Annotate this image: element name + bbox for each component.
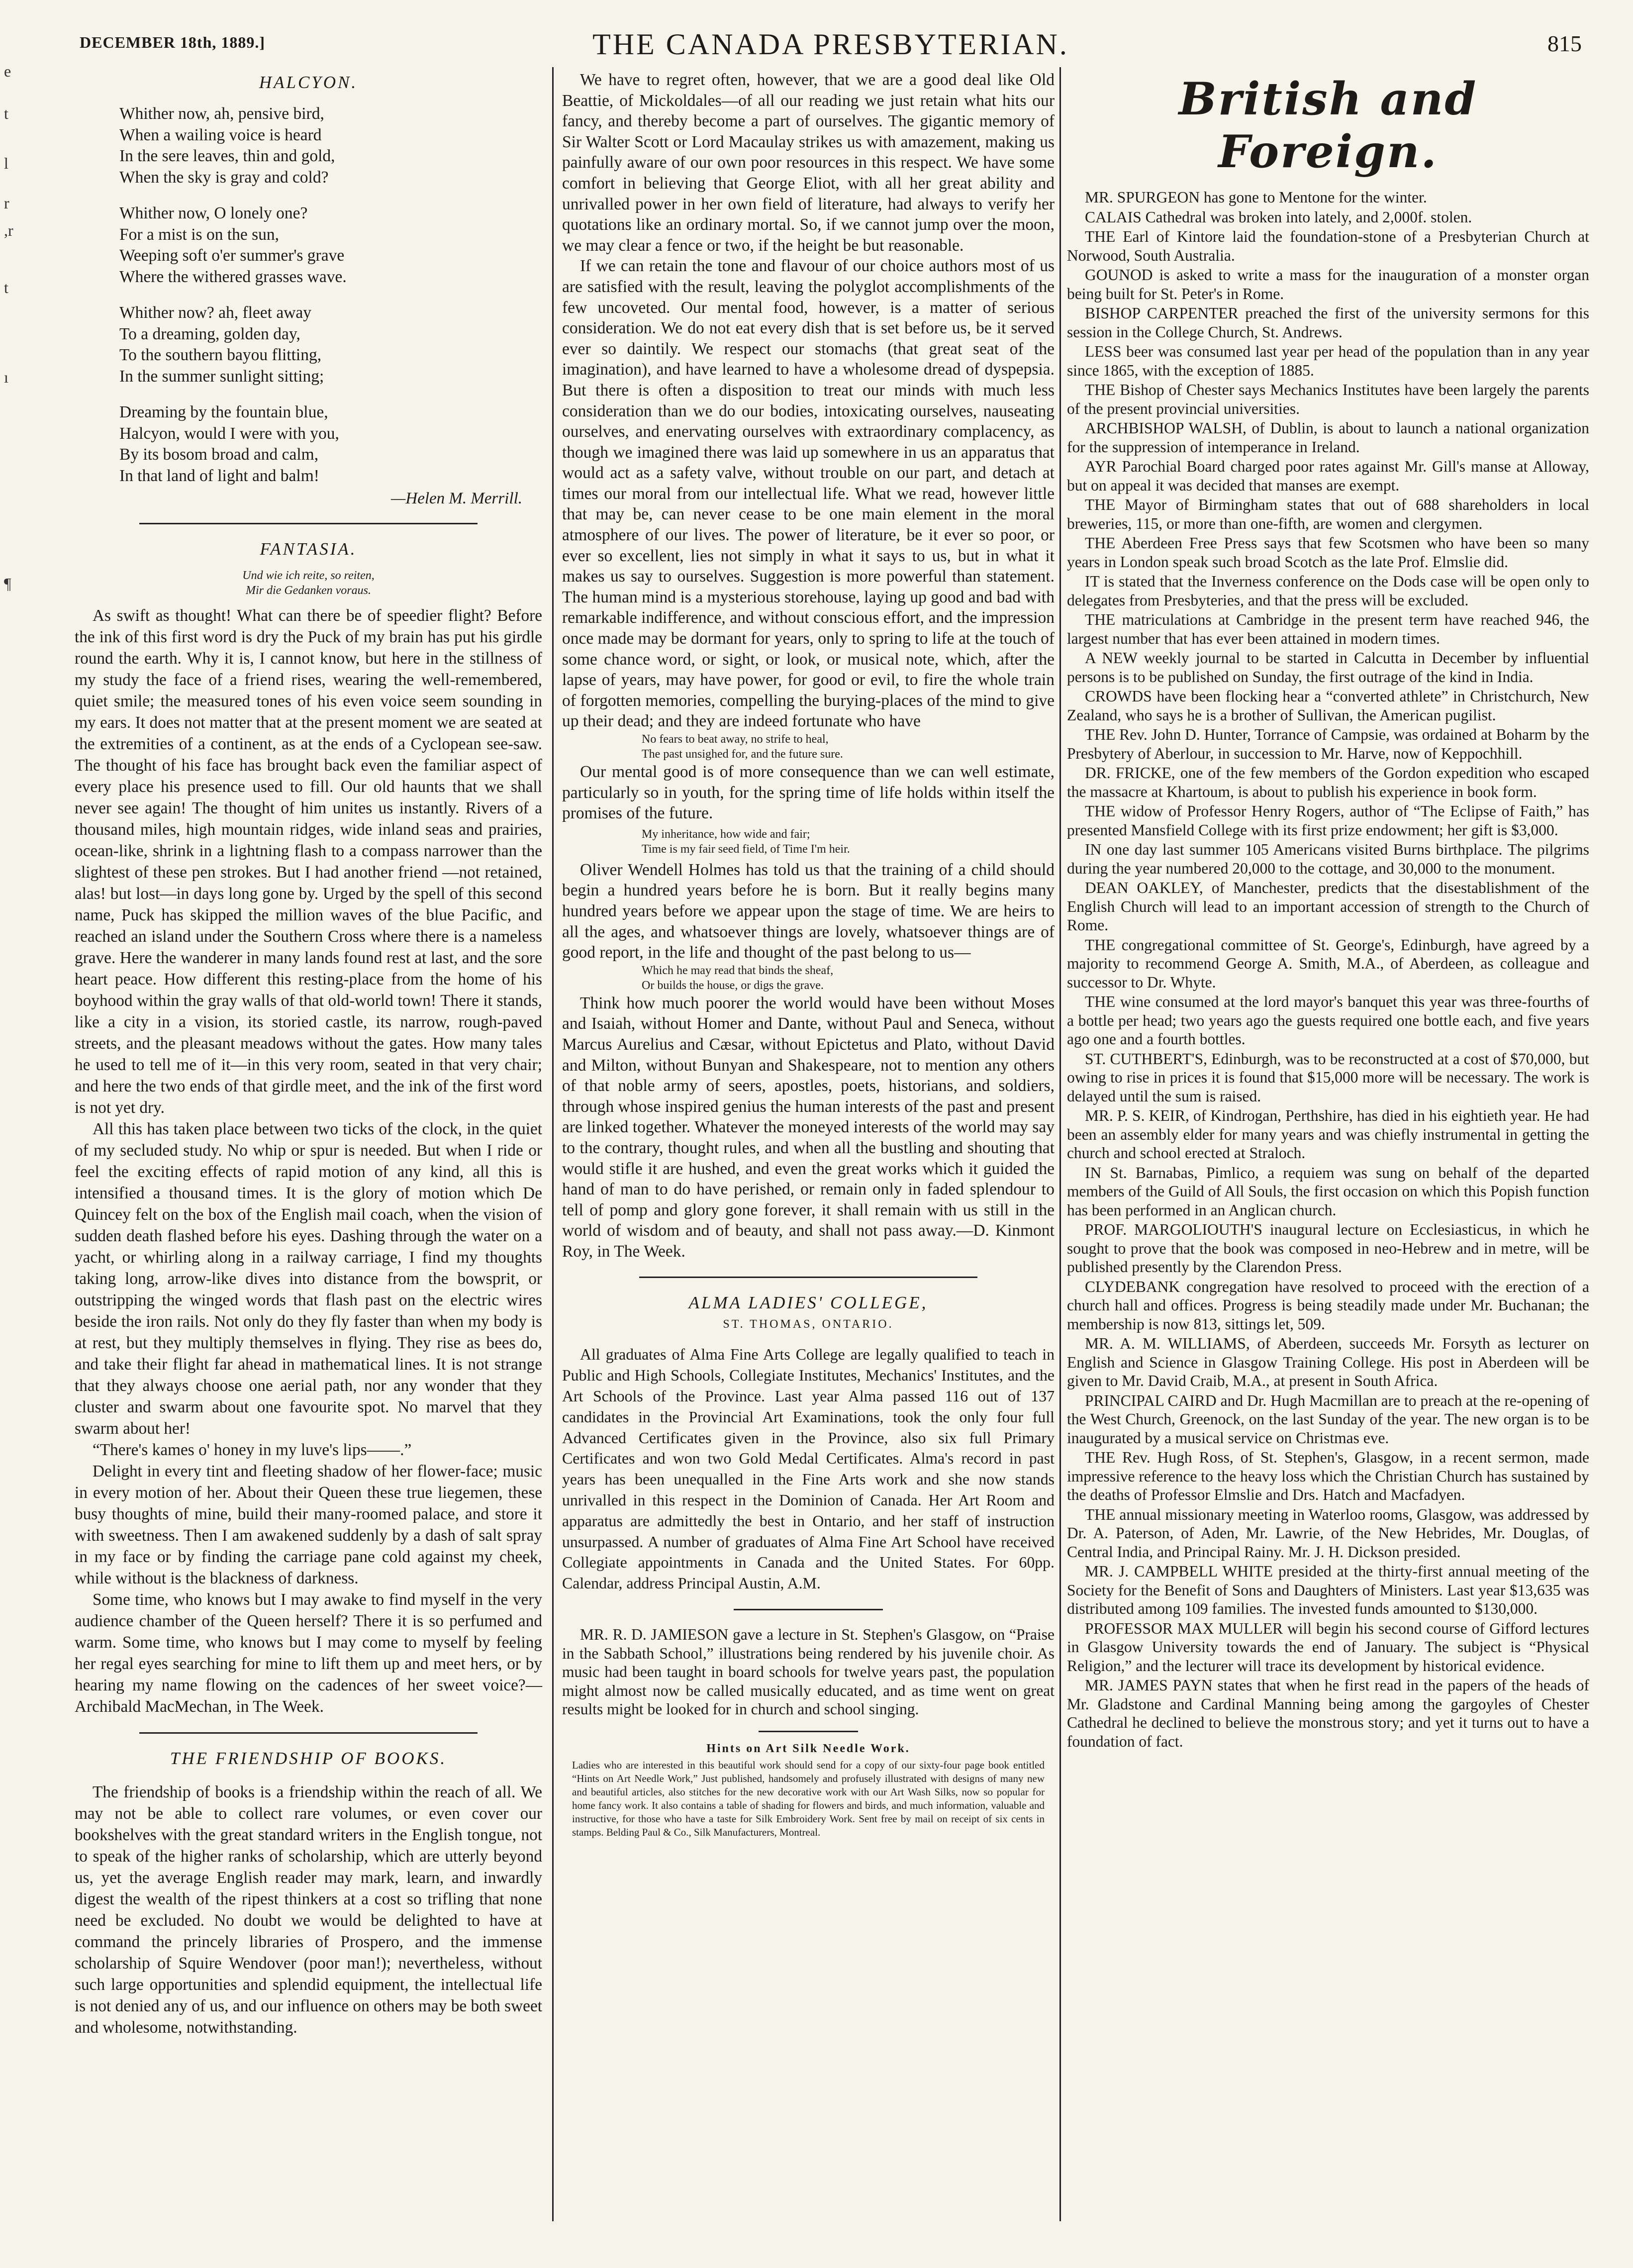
poem-stanza xyxy=(75,402,542,487)
poem-line: Halcyon, would I were with you, xyxy=(119,424,339,443)
news-item: MR. A. M. WILLIAMS, of Aberdeen, succeeds Mr. Forsyth as lecturer on English and Science in Glasgow Training College. His post in Aberdeen will be given to Mr. David Craib, M.A., at present in South Africa. xyxy=(1067,1335,1589,1389)
poem-line: When a wailing voice is heard xyxy=(119,125,322,144)
news-item: THE Mayor of Birmingham states that out of 688 shareholders in local breweries, 115, or more than one-fifth, are women and clergymen. xyxy=(1067,496,1589,532)
poem-line: To the southern bayou flitting, xyxy=(119,346,322,364)
poem-line: Whither now, O lonely one? xyxy=(119,204,308,222)
news-item: THE congregational committee of St. George's, Edinburgh, have agreed by a majority to recommend George A. Smith, M.A., of Aberdeen, as colleague and successor to Dr. Whyte. xyxy=(1067,936,1589,991)
poem-title-halcyon: HALCYON. xyxy=(259,73,358,92)
news-item: THE Rev. Hugh Ross, of St. Stephen's, Glasgow, in a recent sermon, made impressive reference to the heavy loss which the Christian Church has sustained by the deaths of Professor Elmslie and Drs. Hatch and Macfadyen. xyxy=(1067,1449,1589,1503)
news-item: THE Bishop of Chester says Mechanics Institutes have been largely the parents of the present provincial universities. xyxy=(1067,381,1589,417)
advertisement-title: Hints on Art Silk Needle Work. xyxy=(706,1742,910,1755)
news-item: CALAIS Cathedral was broken into lately, and 2,000f. stolen. xyxy=(1085,208,1472,226)
news-item: IT is stated that the Inverness conference on the Dods case will be open only to delegates from Presbyteries, and that the press will be excluded. xyxy=(1067,573,1589,609)
poem-line: To a dreaming, golden day, xyxy=(119,324,300,343)
paragraph: If we can retain the tone and flavour of our choice authors most of us are satisfied with the result, leaving the polyglot accomplishments of the few uncoveted. Our mental food, however, is a matter of serious consideration. We do not eat every dish that is set before us, be it served ever so daintily. We respect our stomachs (that great seat of the imagination), and have learned to have a wholesome dread of dyspepsia. But there is often a disposition to treat our minds with much less consideration than we do our bodies, intoxicating ourselves, nauseating ourselves, and enervating ourselves with extraordinary complacency, as though we imagined there was laid up somewhere in us an apparatus that would act as a safety valve, without trouble on our part, and detach at times our moral from our intellectual life. What we read, however little that may be, can never cease to be one main element in the moral atmosphere of our lives. The power of literature, be it ever so poor, or ever so excellent, lies not simply in what it says to us, but in what it makes us say to ourselves. Suggestion is more powerful than statement. The human mind is a mysterious storehouse, laying up good and bad with remarkable indifference, and without conscious effort, and the impression once made may be dormant for years, only to spring to life at the touch of some chance word, or sight, or look, or musical note, which, after the lapse of years, may have power, for good or evil, to fire the whole train of forgotten memories, compelling the burying-places of the mind to give up their dead; and they are indeed fortunate who have xyxy=(562,257,1055,731)
poem-line: Where the withered grasses wave. xyxy=(119,267,347,286)
news-item: AYR Parochial Board charged poor rates against Mr. Gill's manse at Alloway, but on appeal it was decided that manses are exempt. xyxy=(1067,458,1589,494)
news-item: IN one day last summer 105 Americans visited Burns birthplace. The pilgrims during the year numbered 20,000 to the cottage, and 30,000 to the monument. xyxy=(1067,841,1589,877)
advertisement-body: Ladies who are interested in this beautiful work should send for a copy of our sixty-four page book entitled “Hints on Art Needle Work,” Just published, handsomely and profusely illustrated with designs of many new and beautiful articles, also stitches for the new decorative work with our Art Wash Silks, now so popular for home fancy work. It also contains a table of shading for flowers and birds, and much information, valuable and instructive, for those who have a taste for Silk Embroidery Work. Sent free by mail on receipt of six cents in stamps. Belding Paul & Co., Silk Manufacturers, Montreal. xyxy=(572,1759,1045,1838)
column-3 xyxy=(1067,70,1589,1752)
news-item: A NEW weekly journal to be started in Calcutta in December by influential persons is to be published on Sunday, the first outrage of the kind in India. xyxy=(1067,649,1589,686)
paragraph: Delight in every tint and fleeting shadow of her flower-face; music in every motion of her. About their Queen these true liegemen, these busy thoughts of mine, build their many-roomed palace, and store it with sweetness. Then I am awakened suddenly by a dash of salt spray in my face or by finding the carriage pane cold against my cheek, while without is the blackness of darkness. xyxy=(75,1462,542,1587)
news-item: DEAN OAKLEY, of Manchester, predicts that the disestablishment of the English Church will lead to an important accession of strength to the Church of Rome. xyxy=(1067,879,1589,934)
epigraph-line: Mir die Gedanken voraus. xyxy=(246,584,371,597)
poem-stanza xyxy=(75,302,542,387)
news-item: DR. FRICKE, one of the few members of the Gordon expedition who escaped the massacre at Khartoum, is about to publish his experience in book form. xyxy=(1067,764,1589,800)
paragraph: MR. R. D. JAMIESON gave a lecture in St. Stephen's Glasgow, on “Praise in the Sabbath School,” illustrations being rendered by his juvenile choir. As music had been taught in board schools for twelve years past, the population might almost now be called musically educated, and as time went on great results might be looked for in church and school singing. xyxy=(562,1626,1055,1718)
margin-mark: t xyxy=(4,279,8,296)
poem-stanza xyxy=(75,203,542,288)
news-item: BISHOP CARPENTER preached the first of the university sermons for this session in the College Church, St. Andrews. xyxy=(1067,304,1589,341)
poem-line: When the sky is gray and cold? xyxy=(119,168,329,187)
news-item: THE widow of Professor Henry Rogers, author of “The Eclipse of Faith,” has presented Mansfield College with its first prize endowment; her gift is $3,000. xyxy=(1067,802,1589,839)
news-item: THE matriculations at Cambridge in the present term have reached 946, the largest number that has ever been attained in modern times. xyxy=(1067,611,1589,647)
verse-quote: No fears to beat away, no strife to heal, xyxy=(642,733,829,746)
margin-mark: t xyxy=(4,104,8,122)
news-item: THE Aberdeen Free Press says that few Scotsmen who have been so many years in London speak such broad Scotch as the late Prof. Elmslie did. xyxy=(1067,534,1589,571)
news-item: ST. CUTHBERT'S, Edinburgh, was to be reconstructed at a cost of $70,000, but owing to rise in prices it is found that $15,000 more will be necessary. The work is delayed until the sum is raised. xyxy=(1067,1050,1589,1105)
news-item: THE annual missionary meeting in Waterloo rooms, Glasgow, was addressed by Dr. A. Paterson, of Aden, Mr. Lawrie, of the New Hebrides, Mr. Douglas, of Central India, and Principal Rainy. Mr. J. H. Dickson presided. xyxy=(1067,1505,1589,1561)
article-subtitle: ST. THOMAS, ONTARIO. xyxy=(723,1318,894,1331)
news-item: THE wine consumed at the lord mayor's banquet this year was three-fourths of a bottle per head; two years ago the guests required one bottle each, and five years ago one and a fourth bottles. xyxy=(1067,993,1589,1048)
article-title-friendship: THE FRIENDSHIP OF BOOKS. xyxy=(170,1749,447,1768)
poem-line: For a mist is on the sun, xyxy=(119,225,280,244)
news-item: PROF. MARGOLIOUTH'S inaugural lecture on Ecclesiasticus, in which he sought to prove that the book was composed in neo-Hebrew and in metre, will be published presently by the Clarendon Press. xyxy=(1067,1221,1589,1276)
column-rule xyxy=(1059,67,1061,2221)
page-number: 815 xyxy=(1547,31,1582,56)
news-item: MR. P. S. KEIR, of Kindrogan, Perthshire, has died in his eightieth year. He had been an assembly elder for many years and was chiefly instrumental in getting the church and school erected at Straloch. xyxy=(1067,1107,1589,1162)
news-item: THE Earl of Kintore laid the foundation-stone of a Presbyterian Church at Norwood, South Australia. xyxy=(1067,228,1589,264)
article-title-alma: ALMA LADIES' COLLEGE, xyxy=(688,1293,928,1313)
margin-mark: ,r xyxy=(4,221,13,239)
section-divider xyxy=(759,1731,858,1732)
section-title-british-foreign: British and Foreign. xyxy=(1178,73,1478,178)
section-divider xyxy=(639,1277,977,1278)
poem-line: In that land of light and balm! xyxy=(119,466,319,485)
section-divider xyxy=(139,523,478,524)
margin-mark: l xyxy=(4,154,8,172)
verse-quote: Or builds the house, or digs the grave. xyxy=(642,979,824,992)
paragraph: Our mental good is of more consequence than we can well estimate, particularly so in youth, for the spring time of life holds within itself the promises of the future. xyxy=(562,763,1055,823)
verse-quote: Which he may read that binds the sheaf, xyxy=(642,964,834,977)
paragraph: We have to regret often, however, that we are a good deal like Old Beattie, of Mickoldales—of all our reading we just retain what hits our fancy, and thereby become a part of ourselves. The gigantic memory of Sir Walter Scott or Lord Macaulay strikes us with amazement, making us painfully aware of our own poor resources in this respect. We have some comfort in believing that George Eliot, with all her great ability and unrivalled power in her own field of literature, had always to verify her quotations like an ordinary mortal. So, if we cannot jump over the moon, we may clear a fence or two, if the height be but reasonable. xyxy=(562,71,1055,255)
margin-mark: ı xyxy=(4,368,8,386)
poem-line: In the summer sunlight sitting; xyxy=(119,367,324,386)
news-item: ARCHBISHOP WALSH, of Dublin, is about to launch a national organization for the suppression of intemperance in Ireland. xyxy=(1067,419,1589,456)
news-item: THE Rev. John D. Hunter, Torrance of Campsie, was ordained at Boharm by the Presbytery of Aberlour, in succession to Mr. Harve, now of Keppochhill. xyxy=(1067,726,1589,762)
column-2 xyxy=(562,70,1055,1839)
poem-line: Whither now, ah, pensive bird, xyxy=(119,104,324,123)
news-item: LESS beer was consumed last year per head of the population than in any year since 1865, with the exception of 1885. xyxy=(1067,343,1589,379)
news-item: GOUNOD is asked to write a mass for the inauguration of a monster organ being built for St. Peter's in Rome. xyxy=(1067,266,1589,302)
news-item: MR. SPURGEON has gone to Mentone for the winter. xyxy=(1085,189,1427,206)
issue-date: DECEMBER 18th, 1889.] xyxy=(80,33,266,51)
paragraph: Think how much poorer the world would have been without Moses and Isaiah, without Homer and Dante, without Paul and Seneca, without Marcus Aurelius and Cæsar, without Epictetus and Plato, without David and Milton, without Bunyan and Shakespeare, not to mention any others of that noble army of seers, apostles, poets, historians, and soldiers, through whose inspired genius the human interests of the past and present are linked together. Whatever the moneyed interests of the world may say to the contrary, thought rules, and when all the bustling and shouting that would stifle it are hushed, and even the great works which it guided the hand of man to do have perished, or remain only in faded splendour to tell of pomp and glory gone forever, it shall remain with us still in the world of wisdom and of beauty, and shall not pass away.—D. Kinmont Roy, in The Week. xyxy=(562,993,1055,1261)
margin-mark: r xyxy=(4,194,9,212)
poem-line: Dreaming by the fountain blue, xyxy=(119,403,328,421)
poem-line: Whither now? ah, fleet away xyxy=(119,303,312,322)
news-item: CLYDEBANK congregation have resolved to proceed with the erection of a church hall and offices. Progress is being steadily made under Mr. Buchanan; the membership is now 813, sittings let, 509. xyxy=(1067,1278,1589,1333)
paragraph: As swift as thought! What can there be of speedier flight? Before the ink of this first word is dry the Puck of my brain has put his girdle round the earth. Why it is, I cannot know, but here in the stillness of my study the face of a friend rises, wearing the well-remembered, quiet smile; the measured tones of his even voice seem sounding in my ears. It does not matter that at the present moment we are seated at the extremities of a continent, as at the ends of a Cyclopean see-saw. The thought of his face has brought back even the familiar aspect of every place his presence used to fill. Our old haunts that we shall never see again! The thought of him unites us instantly. Rivers of a thousand miles, high mountain ridges, wide inland seas and prairies, ocean-like, shrink in a lightning flash to a compass narrower than the slightest of these pen strokes. But I had another friend —not retained, alas! but lost—in days long gone by. Urged by the spell of this second name, Puck has skipped the million waves of the blue Pacific, and reached an island under the Southern Cross where there is a nameless grave. Here the wanderer in many lands found rest at last, and the sore heart peace. How different this resting-place from the home of his boyhood within the gray walls of that old-world town! There it stands, like a city in a vision, its storied castle, its narrow, rough-paved streets, and the pleasant meadows without the gates. How many tales he used to tell me of it—in this very room, seated in that very chair; and here the two ends of that girdle meet, and the ink of the first word is not yet dry. xyxy=(75,606,542,1117)
verse-quote: My inheritance, how wide and fair; xyxy=(642,827,810,841)
epigraph-line: Und wie ich reite, so reiten, xyxy=(242,569,375,582)
masthead-title: THE CANADA PRESBYTERIAN. xyxy=(592,28,1069,61)
column-1 xyxy=(75,70,542,2038)
news-item: CROWDS have been flocking hear a “converted athlete” in Christchurch, New Zealand, who says he is a brother of Sullivan, the American pugilist. xyxy=(1067,688,1589,724)
verse-quote: The past unsighed for, and the future sure. xyxy=(642,748,843,761)
margin-mark: e xyxy=(4,62,11,80)
paragraph: All this has taken place between two ticks of the clock, in the quiet of my secluded study. No whip or spur is needed. But when I ride or feel the exciting effects of rapid motion of any kind, all this is intensified a thousand times. It is the glory of motion which De Quincey felt on the box of the English mail coach, when the vision of sudden death flashed before his eyes. Dashing through the water on a yacht, or whirling along in a railway carriage, I find my thoughts taking long, arrow-like dives into distance from the bowsprit, or outstripping the winged words that flash past on the electric wires beside the iron rails. Not only do they fly faster than when my body is at rest, but they multiply themselves in flying. They rise as bees do, and take their flight far ahead in mathematical lines. It is not strange that they always choose one aerial path, nor any wonder that they cluster and swarm about one favourite spot. No marvel that they swarm about her! xyxy=(75,1120,542,1438)
poem-stanza xyxy=(75,103,542,188)
news-items-list xyxy=(1067,188,1589,1751)
paragraph: The friendship of books is a friendship within the reach of all. We may not be able to collect rare volumes, or even cover our bookshelves with the great standard writers in the English tongue, not to speak of the higher ranks of scholarship, which are utterly beyond us, yet the average English reader may mark, learn, and inwardly digest the wealth of the ripest thinkers at a cost so trifling that none need be excluded. No doubt we would be delighted to have at command the princely libraries of Prospero, and the immense scholarship of Squire Wendover (poor man!); nevertheless, without such large opportunities and splendid equipment, the intellectual life is not denied any of us, and our influence on others may be both sweet and wholesome, notwithstanding. xyxy=(75,1783,542,2037)
article-title-fantasia: FANTASIA. xyxy=(260,539,357,559)
paragraph: Oliver Wendell Holmes has told us that the training of a child should begin a hundred years before he is born. But it really begins many hundred years before we appear upon the stage of time. We are heirs to all the ages, and whatsoever things are lovely, whatsoever things are of good report, in the life and thought of the past belong to us— xyxy=(562,860,1055,962)
poem-line: In the sere leaves, thin and gold, xyxy=(119,147,335,165)
news-item: IN St. Barnabas, Pimlico, a requiem was sung on behalf of the departed members of the Guild of All Souls, the first occasion on which this Popish function has been performed in an Anglican church. xyxy=(1067,1164,1589,1219)
news-item: MR. J. CAMPBELL WHITE presided at the thirty-first annual meeting of the Society for the Benefit of Sons and Daughters of Ministers. Last year $13,635 was distributed among 109 families. The invested funds amounted to $130,000. xyxy=(1067,1563,1589,1617)
news-item: MR. JAMES PAYN states that when he first read in the papers of the heads of Mr. Gladstone and Cardinal Manning being among the gargoyles of Chester Cathedral he declined to believe the monstrous story; and yet it turns out to have a foundation of fact. xyxy=(1067,1676,1589,1750)
news-item: PRINCIPAL CAIRD and Dr. Hugh Macmillan are to preach at the re-opening of the West Church, Greenock, on the last Sunday of the year. The new organ is to be inaugurated by a musical service on Christmas eve. xyxy=(1067,1391,1589,1447)
section-divider xyxy=(139,1732,478,1734)
column-rule xyxy=(552,67,554,2221)
poem-line: Weeping soft o'er summer's grave xyxy=(119,246,345,265)
poem-line: By its bosom broad and calm, xyxy=(119,445,319,464)
paragraph: Some time, who knows but I may awake to find myself in the very audience chamber of the Queen herself? There it is so perfumed and warm. Some time, who knows but I may come to myself by feeling her regal eyes searching for mine to lift them up and meet hers, or by hearing my name flowing on the cadences of her sweet voice?—Archibald MacMechan, in The Week. xyxy=(75,1590,542,1716)
news-item: PROFESSOR MAX MULLER will begin his second course of Gifford lectures in Glasgow University towards the end of January. The subject is “Physical Religion,” and the lecturer will trace its development by historical evidence. xyxy=(1067,1619,1589,1675)
quoted-line: “There's kames o' honey in my luve's lips——.” xyxy=(93,1441,412,1459)
paragraph: All graduates of Alma Fine Arts College are legally qualified to teach in Public and High Schools, Collegiate Institutes, Mechanics' Institutes, and the Art Schools of the Province. Last year Alma passed 116 out of 137 candidates in the Provincial Art Examinations, took the only four full Advanced Certificates given in the Province, also six full Primary Certificates and won two Gold Medal Certificates. Alma's record in past years has been unequalled in the Fine Arts work and she now stands unrivalled in this respect in the Dominion of Canada. Her Art Room and apparatus are admittedly the best in Ontario, and her staff of instruction unsurpassed. A number of graduates of Alma Fine Art School have received Collegiate appointments in Canada and the United States. For 60pp. Calendar, address Principal Austin, A.M. xyxy=(562,1346,1055,1592)
page-header xyxy=(70,27,1592,67)
section-divider xyxy=(734,1609,883,1610)
poem-attribution: —Helen M. Merrill. xyxy=(391,490,522,507)
verse-quote: Time is my fair seed field, of Time I'm heir. xyxy=(642,842,850,856)
margin-mark: ¶ xyxy=(4,575,11,592)
